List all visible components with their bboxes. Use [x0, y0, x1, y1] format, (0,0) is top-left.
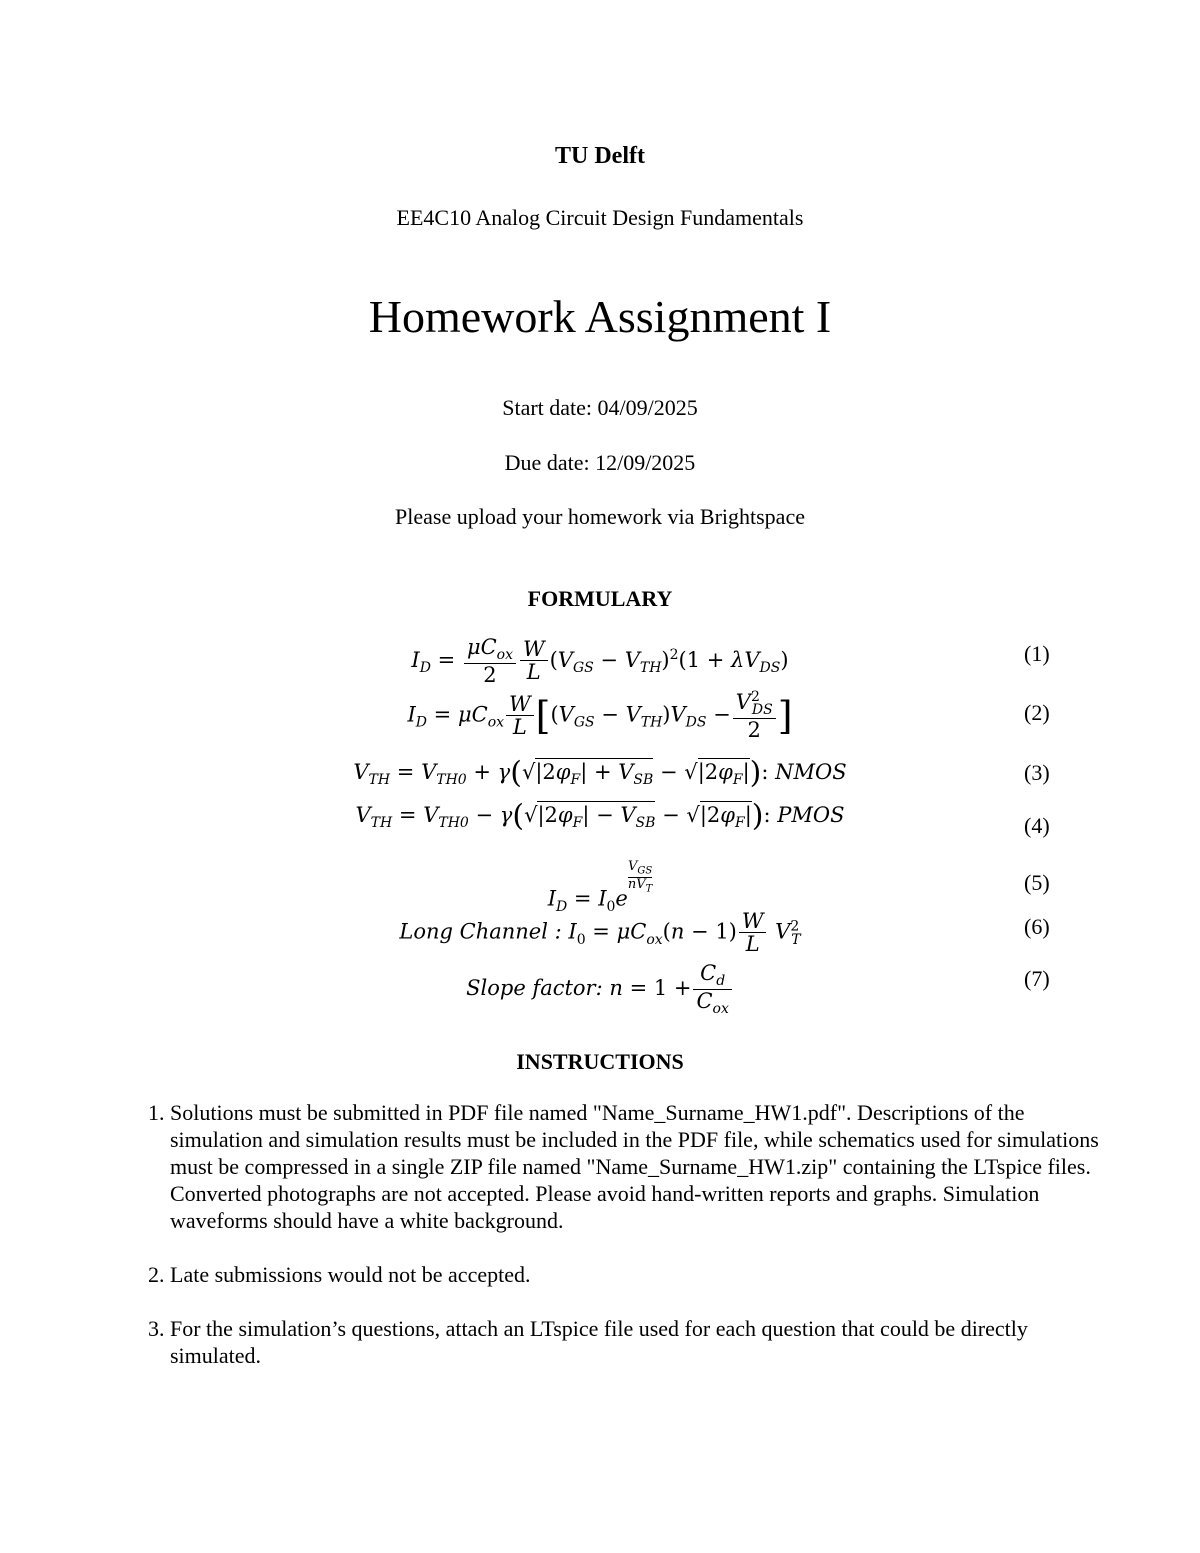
due-date: Due date: 12/09/2025	[504, 450, 696, 475]
formulary-heading: FORMULARY	[527, 586, 673, 611]
course-name: EE4C10 Analog Circuit Design Fundamentals	[396, 205, 804, 230]
instruction-item-1: 1. Solutions must be submitted in PDF file named "Name_Surname_HW1.pdf". Descriptions of the simulation and simulation results must be included in the PDF file, while schematics used for simulations must be compressed in a single ZIP file named "Name_Surname_HW1.zip" containing the LTspice files. Converted photographs are not accepted. Please avoid hand-written reports and graphs. Simulation waveforms should have a white background.	[170, 1099, 1100, 1234]
equation-number-5: (5)	[1024, 870, 1050, 895]
equation-number-3: (3)	[1024, 760, 1050, 785]
institution-name: TU Delft	[555, 143, 645, 169]
instruction-item-2: 2. Late submissions would not be accepted.	[170, 1261, 1100, 1288]
equation-number-4: (4)	[1024, 813, 1050, 838]
equation-number-1: (1)	[1024, 641, 1050, 666]
equation-number-6: (6)	[1024, 914, 1050, 939]
instruction-item-3: 3. For the simulation’s questions, attach an LTspice file used for each question that could be directly simulated.	[170, 1315, 1100, 1369]
instructions-heading: INSTRUCTIONS	[516, 1049, 684, 1074]
nmos-label: NMOS	[775, 760, 847, 784]
equation-number-2: (2)	[1024, 700, 1050, 725]
upload-note: Please upload your homework via Brightspace	[395, 504, 805, 529]
document-page: TU Delft EE4C10 Analog Circuit Design Fundamentals Homework Assignment I Start date: 04/09/2025 Due date: 12/09/2025 Please upload your homework via Brightspace FORMULARY $I_D$ = $\frac{\mu C_{ox}}{2}$ $\frac{W}{L}$ $(V_{GS} - V_{TH})^2(1 + \lambda V_{DS})$ (1) $I_D = \mu C_{ox}$ $\frac{W}{L}$ [$(V_{GS} - V_{TH})V_{DS}$ − $\frac{V^2_{DS}}{2}$ ] (2) $V_{TH} = V_{TH0} + \gamma(√|2\varphi_F| + V_{SB} - √|2\varphi_F|)$: NMOS (3) $V_{TH} = V_{TH0} - \gamma(√|2\varphi_F| - V_{SB} - √|2\varphi_F|)$: PMOS (4) $I_D = I_0e$ $V_{GS}$ $nV_T$ (5) Long Channel : $I_0 = \mu C_{ox}(n - 1)$ $\frac{W}{L}$ $V^2_T$ (6) Slope factor: n = 1 + $\frac{C_d}{C_{ox}}$ (7) INSTRUCTIONS 1. Solutions must be submitted in PDF file named "Name_Surname_HW1.pdf". Descriptions of the simulation and simulation results must be included in the PDF file, while schematics used for simulations must be compressed in a single ZIP file named "Name_Surname_HW1.zip" containing the LTspice files. Converted photographs are not accepted. Please avoid hand-written reports and graphs. Simulation waveforms should have a white background. 2. Late submissions would not be accepted. 3. For the simulation’s questions, attach an LTspice file used for each question that could be directly simulated.	[0, 0, 1200, 1553]
instructions-list	[130, 1099, 1100, 1396]
slope-factor-label: Slope factor:	[466, 976, 603, 1001]
equation-number-7: (7)	[1024, 966, 1050, 991]
document-title: Homework Assignment I	[368, 291, 832, 342]
start-date: Start date: 04/09/2025	[502, 395, 698, 420]
pmos-label: PMOS	[777, 803, 845, 827]
long-channel-label: Long Channel :	[399, 919, 562, 944]
